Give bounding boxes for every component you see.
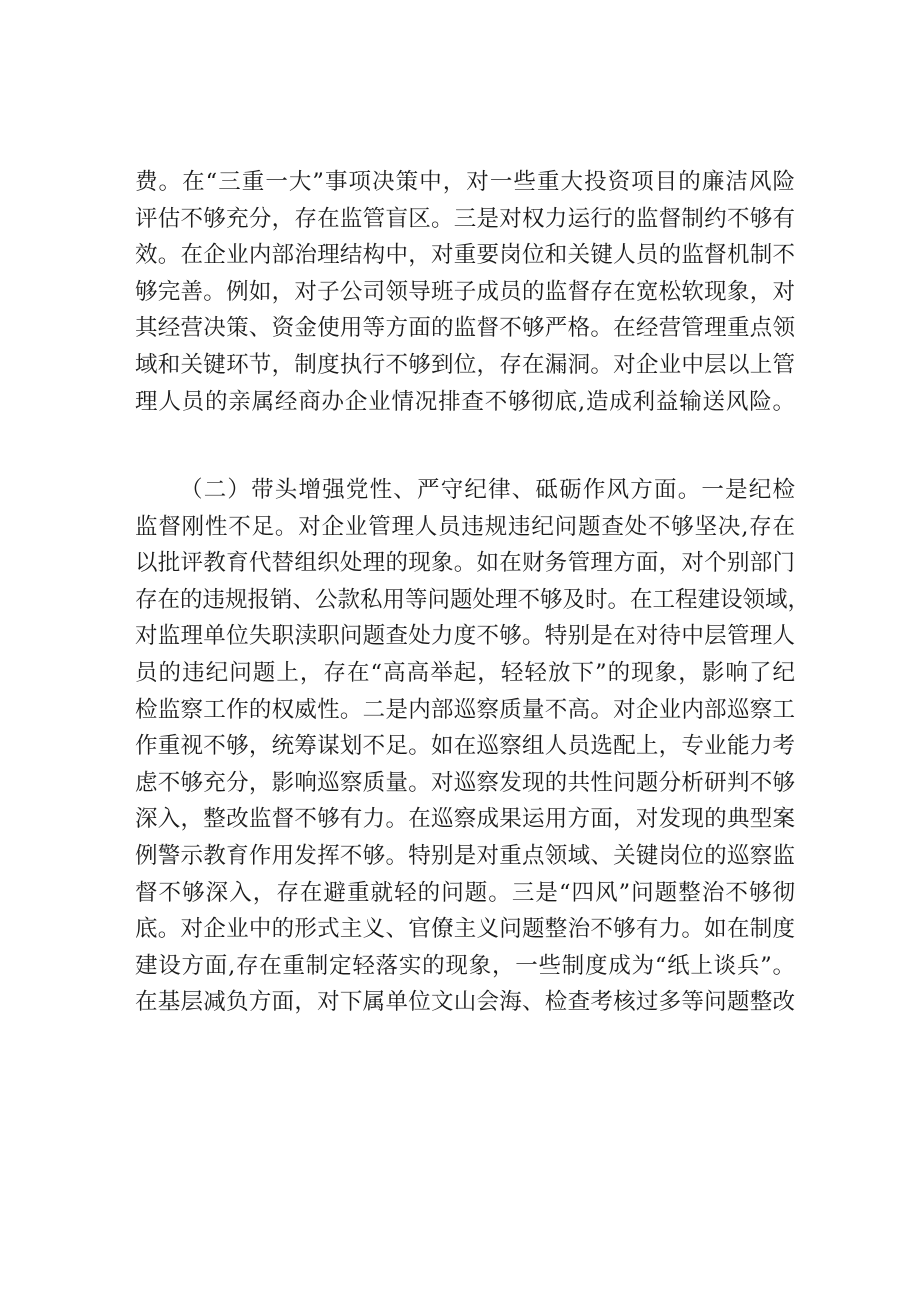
- text-line: 对监理单位失职渎职问题查处力度不够。特别是在对待中层管理人: [135, 623, 795, 650]
- paragraph-1: [135, 164, 795, 420]
- text-line: 理人员的亲属经商办企业情况排查不够彻底,造成利益输送风险。: [135, 388, 795, 415]
- text-line: 底。对企业中的形式主义、官僚主义问题整治不够有力。如在制度: [135, 916, 795, 943]
- text-line: 深入，整改监督不够有力。在巡察成果运用方面，对发现的典型案: [135, 806, 795, 833]
- text-line: 评估不够充分，存在监管盲区。三是对权力运行的监督制约不够有: [135, 205, 795, 232]
- text-line: 监督刚性不足。对企业管理人员违规违纪问题查处不够坚决,存在: [135, 513, 795, 540]
- text-line: 其经营决策、资金使用等方面的监督不够严格。在经营管理重点领: [135, 315, 795, 342]
- text-line: 虑不够充分，影响巡察质量。对巡察发现的共性问题分析研判不够: [135, 769, 795, 796]
- text-line: 员的违纪问题上，存在“高高举起，轻轻放下”的现象，影响了纪: [135, 659, 795, 686]
- text-line: 够完善。例如，对子公司领导班子成员的监督存在宽松软现象，对: [135, 278, 795, 305]
- text-line: 存在的违规报销、公款私用等问题处理不够及时。在工程建设领域，: [135, 586, 811, 613]
- paragraph-2: [135, 472, 811, 1021]
- text-line: 域和关键环节，制度执行不够到位，存在漏洞。对企业中层以上管: [135, 351, 795, 378]
- text-line: 检监察工作的权威性。二是内部巡察质量不高。对企业内部巡察工: [135, 696, 795, 723]
- text-line: 督不够深入，存在避重就轻的问题。三是“四风”问题整治不够彻: [135, 879, 795, 906]
- text-line: 在基层减负方面，对下属单位文山会海、检查考核过多等问题整改: [135, 989, 795, 1016]
- text-line: 以批评教育代替组织处理的现象。如在财务管理方面，对个别部门: [135, 550, 795, 577]
- text-line: 例警示教育作用发挥不够。特别是对重点领域、关键岗位的巡察监: [135, 842, 795, 869]
- text-line: 建设方面,存在重制定轻落实的现象，一些制度成为“纸上谈兵”。: [135, 952, 795, 979]
- text-line: 效。在企业内部治理结构中，对重要岗位和关键人员的监督机制不: [135, 242, 795, 269]
- text-line: 作重视不够，统筹谋划不足。如在巡察组人员选配上，专业能力考: [135, 733, 795, 760]
- text-line: 费。在“三重一大”事项决策中，对一些重大投资项目的廉洁风险: [135, 169, 795, 195]
- paragraph-first-line: （二）带头增强党性、严守纪律、砥砺作风方面。一是纪检: [180, 477, 795, 503]
